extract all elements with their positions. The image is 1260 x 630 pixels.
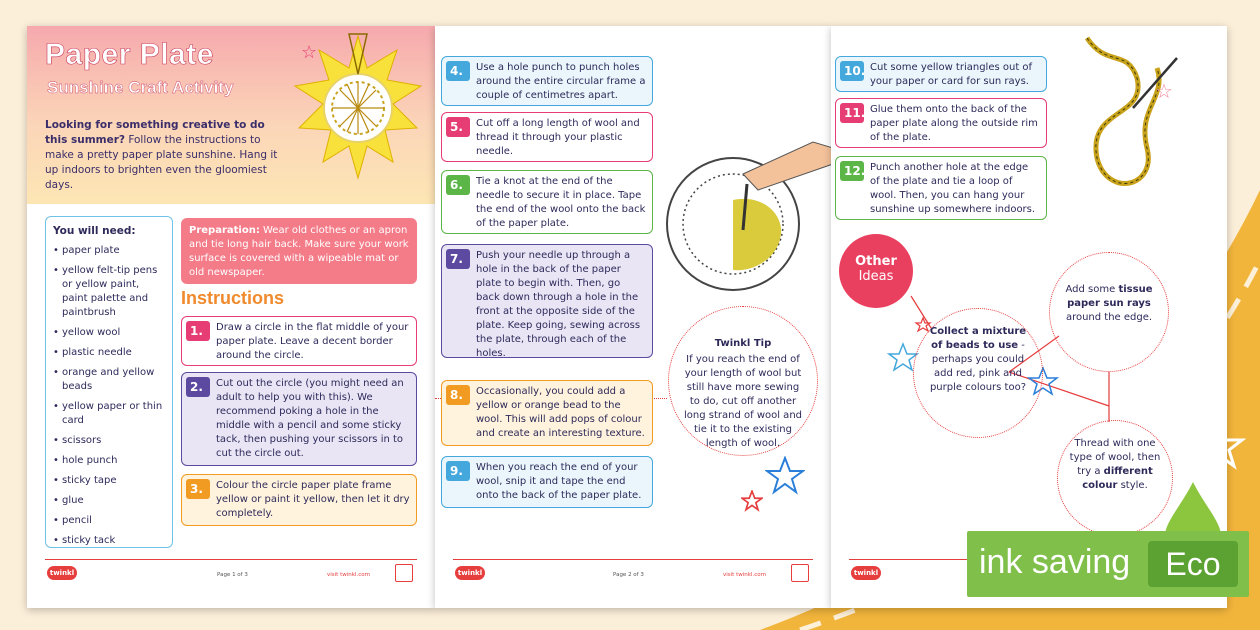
materials-items xyxy=(53,244,165,548)
other-sub: Ideas xyxy=(858,269,894,284)
ink-saving-banner xyxy=(967,531,1249,597)
page-number: Page 1 of 3 xyxy=(217,572,248,578)
step-text: Glue them onto the back of the paper plate along the outside rim of the plate. xyxy=(870,104,1038,143)
step-text: Draw a circle in the flat middle of your paper plate. Leave a decent border around the circle. xyxy=(216,322,409,361)
prep-text: Wear old clothes or an apron and tie long hair back. Make sure your work surface is covered with a wipeable mat or old newspaper. xyxy=(189,225,409,278)
list-item: • plastic needle xyxy=(53,346,165,360)
idea2-c: - perhaps you could add red, pink and purple colours too? xyxy=(929,340,1027,393)
idea1-b: tissue paper sun rays xyxy=(1067,284,1153,309)
step-2 xyxy=(181,372,417,466)
list-item: • hole punch xyxy=(53,454,165,468)
twinkl-logo: twinkl xyxy=(851,566,881,580)
paper-plate-sun-image xyxy=(289,28,427,198)
step-4 xyxy=(441,56,653,106)
plate-painting-image xyxy=(663,134,831,304)
list-item: • scissors xyxy=(53,434,165,448)
step-text: Cut some yellow triangles out of your paper or card for sun rays. xyxy=(870,62,1033,87)
ink-saving-text: ink saving xyxy=(979,543,1131,581)
intro-rest: Follow the instructions to make a pretty paper plate sunshine. Hang it up indoors to brighten even the gloomiest days. xyxy=(45,134,278,191)
step-number: 6. xyxy=(446,175,470,195)
idea3-c: style. xyxy=(1117,480,1148,491)
step-6 xyxy=(441,170,653,234)
visit-link[interactable]: visit twinkl.com xyxy=(723,572,766,578)
step-number: 4. xyxy=(446,61,470,81)
idea1-a: Add some xyxy=(1065,284,1119,295)
step-number: 11. xyxy=(840,103,864,123)
star-icon xyxy=(765,456,805,496)
eco-badge: Eco xyxy=(1148,541,1238,587)
step-text: When you reach the end of your wool, snip it and tape the end onto the back of the paper plate. xyxy=(476,462,642,501)
idea-sun-rays xyxy=(1049,252,1169,372)
materials-list xyxy=(45,216,173,548)
list-item: • pencil xyxy=(53,514,165,528)
step-9 xyxy=(441,456,653,508)
wool-and-needle-image xyxy=(1067,28,1187,208)
step-text: Occasionally, you could add a yellow or orange bead to the wool. This will add pops of colour and create an interesting texture. xyxy=(476,386,645,439)
tip-text: If you reach the end of your length of wool but still have more sewing to do, cut off another long strand of wool and tie it to the existing length of wool. xyxy=(684,354,802,449)
idea-beads xyxy=(913,308,1043,438)
step-text: Cut out the circle (you might need an adult to help you with this). We recommend poking a hole in the middle with a pencil and some sticky tack, then pushing your scissors in to cut the circle out. xyxy=(216,378,404,459)
step-number: 12. xyxy=(840,161,864,181)
intro-text xyxy=(45,118,285,193)
step-7 xyxy=(441,244,653,358)
step-number: 3. xyxy=(186,479,210,499)
list-item: • paper plate xyxy=(53,244,165,258)
list-item: • sticky tape xyxy=(53,474,165,488)
step-8 xyxy=(441,380,653,446)
step-3 xyxy=(181,474,417,526)
footer-divider xyxy=(45,559,417,560)
idea-thread xyxy=(1057,420,1173,536)
idea2-b: Collect a mixture of beads to use xyxy=(929,326,1027,351)
step-number: 5. xyxy=(446,117,470,137)
tip-title: Twinkl Tip xyxy=(714,338,772,349)
other-title: Other xyxy=(855,254,897,269)
list-item: • yellow paper or thin card xyxy=(53,400,165,428)
star-icon xyxy=(1160,340,1260,480)
svg-text:☆: ☆ xyxy=(1155,79,1173,103)
list-item: • orange and yellow beads xyxy=(53,366,165,394)
instructions-title: Instructions xyxy=(181,288,285,308)
intro-bold: Looking for something creative to do this summer? xyxy=(45,119,265,146)
materials-title: You will need: xyxy=(53,225,136,237)
prep-label: Preparation: xyxy=(189,225,260,236)
idea3-a: Thread with one type of wool, then try a xyxy=(1069,438,1161,477)
quality-badge-icon xyxy=(395,564,413,582)
idea3-b: different colour xyxy=(1082,466,1153,491)
page-1-header xyxy=(27,26,435,204)
star-icon xyxy=(741,490,763,512)
step-text: Push your needle up through a hole in the back of the paper plate to begin with. Then, go back down through a hole in the front at the opposite side of the plate. Keep going, sewing across the plate, through each of the holes. xyxy=(476,250,641,358)
list-item: • sticky tack xyxy=(53,534,165,548)
step-10 xyxy=(835,56,1047,92)
twinkl-tip xyxy=(668,306,818,456)
list-item: • yellow felt-tip pens or yellow paint, paint palette and paintbrush xyxy=(53,264,165,320)
step-11 xyxy=(835,98,1047,148)
visit-link[interactable]: visit twinkl.com xyxy=(327,572,370,578)
list-item: • glue xyxy=(53,494,165,508)
page-title: Paper Plate xyxy=(45,38,214,71)
page-1 xyxy=(27,26,435,608)
step-text: Tie a knot at the end of the needle to secure it in place. Tape the end of the wool onto the back of the paper plate. xyxy=(476,176,646,229)
step-text: Use a hole punch to punch holes around the entire circular frame a couple of centimetres apart. xyxy=(476,62,646,101)
step-number: 2. xyxy=(186,377,210,397)
step-text: Colour the circle paper plate frame yellow or paint it yellow, then let it dry completely. xyxy=(216,480,410,519)
step-text: Punch another hole at the edge of the plate and tie a loop of wool. Then, you can hang your sunshine up somewhere indoors. xyxy=(870,162,1036,215)
step-text: Cut off a long length of wool and thread it through your plastic needle. xyxy=(476,118,640,157)
step-1 xyxy=(181,316,417,366)
svg-text:☆: ☆ xyxy=(301,42,318,63)
footer-divider xyxy=(453,559,813,560)
page-2 xyxy=(435,26,831,608)
step-12 xyxy=(835,156,1047,220)
step-number: 8. xyxy=(446,385,470,405)
step-number: 9. xyxy=(446,461,470,481)
step-5 xyxy=(441,112,653,162)
step-number: 7. xyxy=(446,249,470,269)
page-number: Page 2 of 3 xyxy=(613,572,644,578)
step-number: 1. xyxy=(186,321,210,341)
step-number: 10. xyxy=(840,61,864,81)
page-subtitle: Sunshine Craft Activity xyxy=(47,78,234,97)
idea1-c: around the edge. xyxy=(1065,312,1153,323)
twinkl-logo: twinkl xyxy=(47,566,77,580)
quality-badge-icon xyxy=(791,564,809,582)
preparation-box xyxy=(181,218,417,284)
list-item: • yellow wool xyxy=(53,326,165,340)
twinkl-logo: twinkl xyxy=(455,566,485,580)
